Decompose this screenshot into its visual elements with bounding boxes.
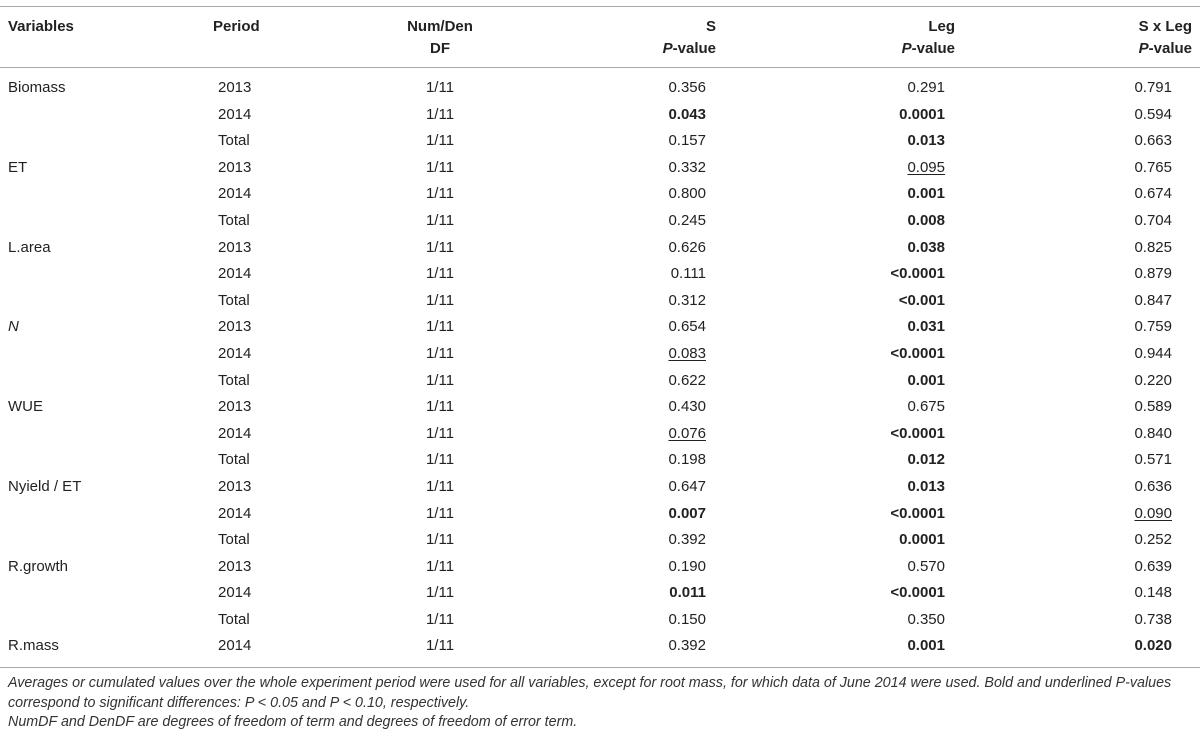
- cell-s-pvalue: 0.111: [670, 265, 706, 283]
- table-row: [0, 102, 1200, 129]
- cell-variable: R.mass: [8, 637, 59, 655]
- table-row: [0, 208, 1200, 235]
- cell-s-pvalue: 0.392: [668, 531, 706, 549]
- cell-s-pvalue: 0.007: [668, 504, 706, 522]
- cell-leg-pvalue: <0.0001: [890, 504, 945, 522]
- cell-sxleg-pvalue: 0.636: [1134, 477, 1172, 495]
- cell-sxleg-pvalue: 0.879: [1134, 265, 1172, 283]
- header-numden-line1: Num/Den: [407, 18, 473, 35]
- cell-numden: 1/11: [425, 132, 455, 150]
- footnote-2: NumDF and DenDF are degrees of freedom of term and degrees of freedom of error term.: [8, 714, 578, 730]
- cell-numden: 1/11: [425, 610, 455, 628]
- cell-leg-pvalue: <0.0001: [890, 584, 945, 602]
- header-s-pvalue: P-value: [662, 40, 716, 57]
- cell-s-pvalue: 0.083: [668, 344, 706, 362]
- cell-period: Total: [218, 291, 250, 309]
- cell-numden: 1/11: [425, 371, 455, 389]
- cell-period: 2014: [218, 424, 252, 442]
- header-leg-pvalue: P-value: [901, 40, 955, 57]
- cell-leg-pvalue: 0.008: [907, 211, 945, 229]
- cell-s-pvalue: 0.011: [669, 584, 706, 602]
- cell-variable: R.growth: [8, 557, 69, 575]
- cell-numden: 1/11: [425, 291, 455, 309]
- cell-period: 2013: [218, 398, 252, 416]
- cell-sxleg-pvalue: 0.220: [1134, 371, 1172, 389]
- table-row: [0, 368, 1200, 395]
- cell-variable: Biomass: [8, 79, 66, 96]
- cell-period: Total: [218, 132, 250, 150]
- cell-period: 2013: [218, 238, 252, 256]
- cell-sxleg-pvalue: 0.944: [1134, 344, 1172, 362]
- table-body: [0, 75, 1200, 660]
- cell-leg-pvalue: 0.031: [907, 318, 945, 336]
- cell-numden: 1/11: [425, 424, 455, 442]
- cell-variable: ET: [8, 158, 28, 176]
- cell-numden: 1/11: [425, 637, 455, 655]
- cell-period: 2013: [218, 557, 252, 575]
- cell-sxleg-pvalue: 0.594: [1134, 105, 1172, 123]
- header-leg-title: Leg: [928, 18, 955, 35]
- header-numden: [380, 16, 500, 60]
- cell-period: Total: [218, 531, 250, 549]
- cell-leg-pvalue: <0.0001: [890, 424, 945, 442]
- cell-sxleg-pvalue: 0.020: [1134, 637, 1172, 655]
- header-s: [663, 16, 716, 60]
- cell-period: 2013: [218, 477, 252, 495]
- cell-numden: 1/11: [425, 211, 455, 229]
- cell-leg-pvalue: 0.001: [907, 637, 945, 655]
- cell-variable: N: [8, 318, 19, 336]
- cell-s-pvalue: 0.198: [668, 451, 706, 469]
- cell-period: 2013: [218, 79, 252, 96]
- cell-period: 2014: [218, 344, 252, 362]
- cell-s-pvalue: 0.312: [668, 291, 706, 309]
- cell-leg-pvalue: <0.0001: [890, 265, 945, 283]
- cell-sxleg-pvalue: 0.765: [1134, 158, 1172, 176]
- table-row: [0, 181, 1200, 208]
- table-row: [0, 341, 1200, 368]
- cell-sxleg-pvalue: 0.090: [1134, 504, 1172, 522]
- cell-numden: 1/11: [425, 504, 455, 522]
- table-row: [0, 288, 1200, 315]
- header-sxleg-title: S x Leg: [1138, 18, 1192, 35]
- table-bottom-rule: [0, 667, 1200, 668]
- cell-sxleg-pvalue: 0.252: [1134, 531, 1172, 549]
- table-row: [0, 554, 1200, 581]
- table-row: [0, 314, 1200, 341]
- cell-s-pvalue: 0.157: [668, 132, 706, 150]
- header-sxleg: [1139, 16, 1192, 60]
- cell-variable: WUE: [8, 398, 43, 416]
- cell-numden: 1/11: [425, 398, 455, 416]
- cell-period: 2014: [218, 504, 252, 522]
- table-row: [0, 527, 1200, 554]
- cell-sxleg-pvalue: 0.589: [1134, 398, 1172, 416]
- table-row: [0, 501, 1200, 528]
- cell-sxleg-pvalue: 0.738: [1134, 610, 1172, 628]
- cell-numden: 1/11: [425, 158, 455, 176]
- header-rule: [0, 67, 1200, 68]
- cell-leg-pvalue: 0.0001: [899, 531, 945, 549]
- cell-numden: 1/11: [425, 557, 455, 575]
- footnote-1: Averages or cumulated values over the whole experiment period were used for all variables, except for root mass, for which data of June 2014 were used. Bold and underlined P-values correspond to significant differences: P < 0.05 and P < 0.10, respectively.: [8, 675, 1172, 711]
- table-row: [0, 261, 1200, 288]
- cell-sxleg-pvalue: 0.704: [1134, 211, 1172, 229]
- cell-numden: 1/11: [425, 105, 455, 123]
- header-variables: Variables: [8, 18, 74, 35]
- table-top-rule: [0, 6, 1200, 7]
- cell-s-pvalue: 0.430: [668, 398, 706, 416]
- cell-s-pvalue: 0.622: [668, 371, 706, 389]
- cell-sxleg-pvalue: 0.674: [1134, 185, 1172, 203]
- cell-period: 2013: [218, 158, 252, 176]
- cell-leg-pvalue: 0.013: [907, 132, 945, 150]
- cell-leg-pvalue: <0.001: [898, 291, 945, 309]
- cell-s-pvalue: 0.190: [668, 557, 706, 575]
- cell-s-pvalue: 0.332: [668, 158, 706, 176]
- cell-period: 2014: [218, 584, 252, 602]
- cell-leg-pvalue: 0.095: [907, 158, 945, 176]
- table-row: [0, 75, 1200, 102]
- cell-period: Total: [218, 211, 250, 229]
- cell-leg-pvalue: 0.350: [907, 610, 945, 628]
- cell-leg-pvalue: 0.038: [907, 238, 945, 256]
- table-row: [0, 128, 1200, 155]
- cell-numden: 1/11: [425, 185, 455, 203]
- cell-numden: 1/11: [425, 584, 455, 602]
- cell-s-pvalue: 0.076: [668, 424, 706, 442]
- cell-s-pvalue: 0.647: [668, 477, 706, 495]
- cell-numden: 1/11: [425, 344, 455, 362]
- cell-leg-pvalue: 0.013: [907, 477, 945, 495]
- cell-s-pvalue: 0.356: [668, 79, 706, 96]
- cell-sxleg-pvalue: 0.148: [1134, 584, 1172, 602]
- cell-sxleg-pvalue: 0.759: [1134, 318, 1172, 336]
- cell-numden: 1/11: [425, 265, 455, 283]
- cell-leg-pvalue: 0.001: [907, 185, 945, 203]
- cell-s-pvalue: 0.800: [668, 185, 706, 203]
- cell-variable: Nyield / ET: [8, 477, 82, 495]
- cell-leg-pvalue: <0.0001: [890, 344, 945, 362]
- header-leg: [902, 16, 955, 60]
- table-row: [0, 633, 1200, 660]
- cell-period: 2014: [218, 265, 252, 283]
- cell-s-pvalue: 0.043: [668, 105, 706, 123]
- cell-leg-pvalue: 0.001: [907, 371, 945, 389]
- cell-sxleg-pvalue: 0.639: [1134, 557, 1172, 575]
- cell-numden: 1/11: [425, 531, 455, 549]
- cell-leg-pvalue: 0.291: [907, 79, 945, 96]
- cell-variable: L.area: [8, 238, 51, 256]
- table-row: [0, 447, 1200, 474]
- cell-s-pvalue: 0.245: [668, 211, 706, 229]
- table-row: [0, 421, 1200, 448]
- cell-s-pvalue: 0.150: [668, 610, 706, 628]
- header-period: Period: [213, 18, 260, 35]
- cell-period: Total: [218, 610, 250, 628]
- table-footnotes: [8, 674, 1192, 733]
- cell-leg-pvalue: 0.0001: [899, 105, 945, 123]
- table-row: [0, 235, 1200, 262]
- cell-s-pvalue: 0.392: [668, 637, 706, 655]
- cell-period: 2014: [218, 105, 252, 123]
- cell-numden: 1/11: [425, 318, 455, 336]
- cell-sxleg-pvalue: 0.663: [1134, 132, 1172, 150]
- cell-sxleg-pvalue: 0.840: [1134, 424, 1172, 442]
- cell-s-pvalue: 0.654: [668, 318, 706, 336]
- cell-period: 2014: [218, 185, 252, 203]
- cell-period: 2013: [218, 318, 252, 336]
- table-row: [0, 394, 1200, 421]
- cell-leg-pvalue: 0.675: [907, 398, 945, 416]
- cell-numden: 1/11: [425, 238, 455, 256]
- header-numden-line2: DF: [430, 40, 450, 57]
- cell-sxleg-pvalue: 0.847: [1134, 291, 1172, 309]
- table-row: [0, 155, 1200, 182]
- cell-period: Total: [218, 371, 250, 389]
- header-sxleg-pvalue: P-value: [1138, 40, 1192, 57]
- cell-sxleg-pvalue: 0.571: [1134, 451, 1172, 469]
- cell-numden: 1/11: [425, 79, 455, 96]
- cell-numden: 1/11: [425, 451, 455, 469]
- cell-s-pvalue: 0.626: [668, 238, 706, 256]
- cell-sxleg-pvalue: 0.825: [1134, 238, 1172, 256]
- table-row: [0, 580, 1200, 607]
- cell-sxleg-pvalue: 0.791: [1134, 79, 1172, 96]
- cell-period: Total: [218, 451, 250, 469]
- table-row: [0, 474, 1200, 501]
- cell-leg-pvalue: 0.570: [907, 557, 945, 575]
- table-row: [0, 607, 1200, 634]
- cell-leg-pvalue: 0.012: [907, 451, 945, 469]
- cell-numden: 1/11: [425, 477, 455, 495]
- cell-period: 2014: [218, 637, 252, 655]
- header-s-title: S: [705, 18, 716, 35]
